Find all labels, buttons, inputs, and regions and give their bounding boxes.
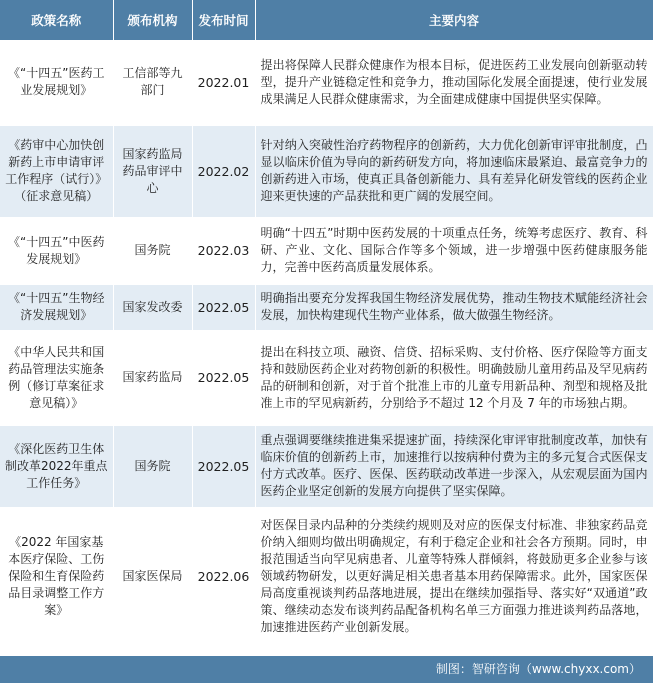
release-date-cell: 2022.03 [192,217,255,284]
main-content-cell: 对医保目录内品种的分类续约规则及对应的医保支付标准、非独家药品竞价纳入细则均做出明确规定，有利于稳定企业和社会各方预期。同时，申报范围适当向罕见病患者、儿童等特殊人群倾斜，将鼓励更多企业参与该领域药物研发，以更好满足相关患者基本用药保障需求。此外，国家医保局高度重视谈判药品落地进展，提出在继续加强指导、落实好“双通道”政策、继续动态发布谈判药品配备机构名单三方面强力推进谈判药品落地，加速推进医药产业创新发展。 [255,507,653,645]
issuing-org-cell: 国家药监局 [113,330,192,425]
policy-name-cell: 《药审中心加快创新药上市申请审评工作程序（试行）》（征求意见稿） [0,125,113,217]
header-issuing-org: 颁布机构 [113,0,192,40]
policy-name-cell: 《中华人民共和国药品管理法实施条例（修订草案征求意见稿）》 [0,330,113,425]
table-row [0,330,653,425]
header-main-content: 主要内容 [255,0,653,40]
issuing-org-cell: 工信部等九部门 [113,40,192,125]
release-date-cell: 2022.01 [192,40,255,125]
main-content-cell: 明确指出要充分发挥我国生物经济发展优势，推动生物技术赋能经济社会发展，加快构建现代生物产业体系，做大做强生物经济。 [255,284,653,330]
main-content-cell: 重点强调要继续推进集采提速扩面，持续深化审评审批制度改革，加快有临床价值的创新药上市，加速推行以按病种付费为主的多元复合式医保支付方式改革。医疗、医保、医药联动改革进一步深入，从宏观层面为国内医药企业坚定创新的发展方向提供了坚实保障。 [255,425,653,507]
table-row [0,125,653,217]
release-date-cell: 2022.05 [192,425,255,507]
issuing-org-cell: 国家发改委 [113,284,192,330]
source-footer: 制图：智研咨询（www.chyxx.com） [0,656,653,683]
table-row [0,507,653,645]
release-date-cell: 2022.05 [192,330,255,425]
main-content-cell: 提出在科技立项、融资、信贷、招标采购、支付价格、医疗保险等方面支持和鼓励医药企业对药物创新的积极性。明确鼓励儿童用药品及罕见病药品的研制和创新，对于首个批准上市的儿童专用新品种、剂型和规格及批准上市的罕见病新药，分别给予不超过 12 个月及 7 年的市场独占期。 [255,330,653,425]
header-policy-name: 政策名称 [0,0,113,40]
main-content-cell: 明确“十四五”时期中医药发展的十项重点任务，统筹考虑医疗、教育、科研、产业、文化、国际合作等多个领域，进一步增强中医药健康服务能力，完善中医药高质量发展体系。 [255,217,653,284]
policy-name-cell: 《2022 年国家基本医疗保险、工伤保险和生育保险药品目录调整工作方案》 [0,507,113,645]
release-date-cell: 2022.05 [192,284,255,330]
release-date-cell: 2022.02 [192,125,255,217]
issuing-org-cell: 国家药监局药品审评中心 [113,125,192,217]
issuing-org-cell: 国务院 [113,425,192,507]
policy-name-cell: 《“十四五”中医药发展规划》 [0,217,113,284]
table-row [0,217,653,284]
issuing-org-cell: 国家医保局 [113,507,192,645]
table-row [0,425,653,507]
release-date-cell: 2022.06 [192,507,255,645]
main-content-cell: 提出将保障人民群众健康作为根本目标，促进医药工业发展向创新驱动转型，提升产业链稳定性和竞争力，推动国际化发展全面提速，使行业发展成果满足人民群众健康需求，为全面建成健康中国提供坚实保障。 [255,40,653,125]
policy-name-cell: 《“十四五”医药工业发展规划》 [0,40,113,125]
header-release-date: 发布时间 [192,0,255,40]
issuing-org-cell: 国务院 [113,217,192,284]
policy-name-cell: 《深化医药卫生体制改革2022年重点工作任务》 [0,425,113,507]
table-row [0,284,653,330]
main-content-cell: 针对纳入突破性治疗药物程序的创新药，大力优化创新审评审批制度，凸显以临床价值为导向的新药研发方向，将加速临床最紧迫、最富竞争力的创新药进入市场，使真正具备创新能力、具有差异化研发管线的医药企业迎来更快速的产品获批和更广阔的发展空间。 [255,125,653,217]
table-header-row [0,0,653,40]
policy-name-cell: 《“十四五”生物经济发展规划》 [0,284,113,330]
table-row [0,40,653,125]
